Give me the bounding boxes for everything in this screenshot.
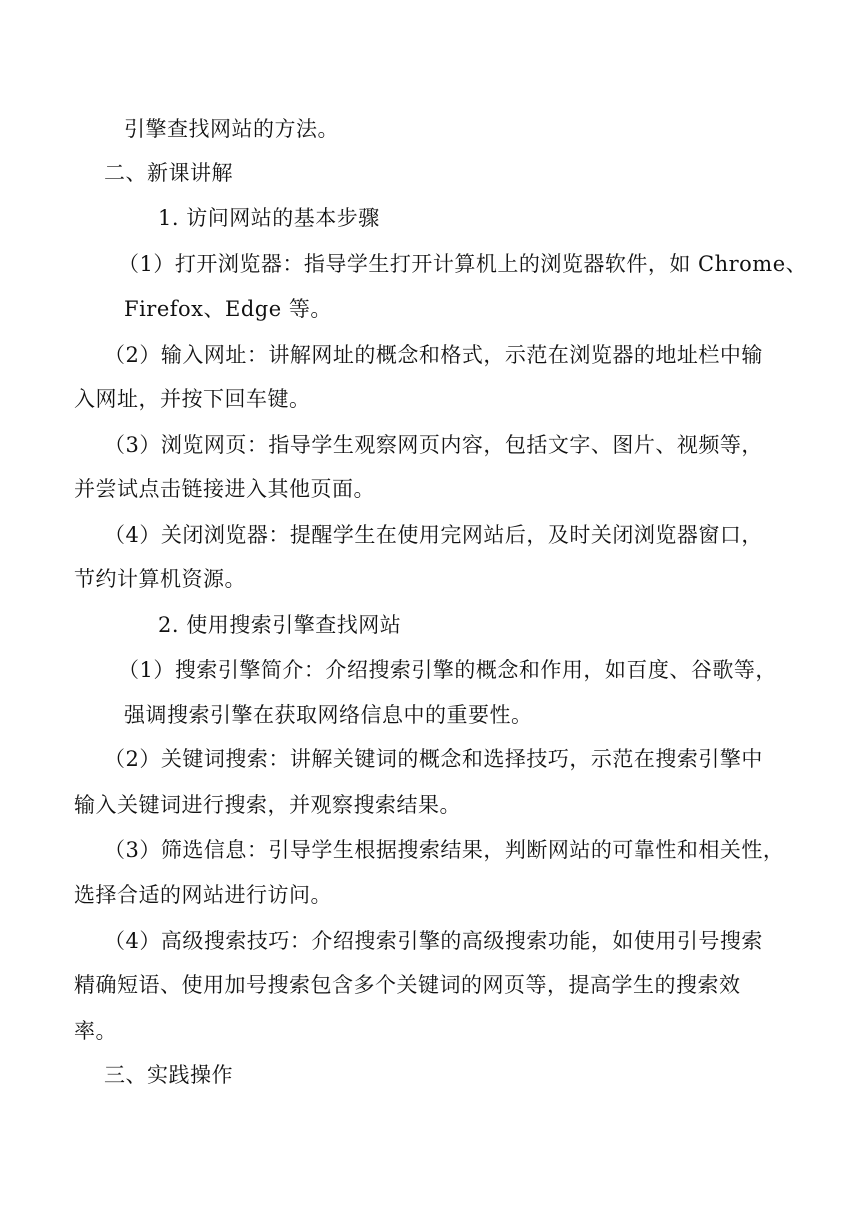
text-line: 选择合适的网站进行访问。 [74, 883, 332, 907]
text-line: 精确短语、使用加号搜索包含多个关键词的网页等，提高学生的搜索效 [74, 973, 741, 997]
subsection-heading: 2. 使用搜索引擎查找网站 [158, 613, 402, 637]
text-line: （3）筛选信息：引导学生根据搜索结果，判断网站的可靠性和相关性， [104, 838, 785, 862]
text-line: （2）关键词搜索：讲解关键词的概念和选择技巧，示范在搜索引擎中 [104, 747, 763, 771]
text-line: （4）关闭浏览器：提醒学生在使用完网站后，及时关闭浏览器窗口， [104, 523, 763, 547]
section-heading: 三、实践操作 [104, 1063, 233, 1087]
text-line: （3）浏览网页：指导学生观察网页内容，包括文字、图片、视频等， [104, 433, 763, 457]
text-line: 输入关键词进行搜索，并观察搜索结果。 [74, 793, 461, 817]
text-line: 强调搜索引擎在获取网络信息中的重要性。 [124, 703, 533, 727]
text-line: 率。 [74, 1019, 117, 1043]
subsection-heading: 1. 访问网站的基本步骤 [158, 206, 380, 230]
text-line: 并尝试点击链接进入其他页面。 [74, 477, 375, 501]
text-line: （1）搜索引擎简介：介绍搜索引擎的概念和作用，如百度、谷歌等， [118, 658, 777, 682]
text-line: （4）高级搜索技巧：介绍搜索引擎的高级搜索功能，如使用引号搜索 [104, 929, 763, 953]
section-heading: 二、新课讲解 [104, 161, 233, 185]
text-line: （2）输入网址：讲解网址的概念和格式，示范在浏览器的地址栏中输 [104, 343, 763, 367]
text-line: 入网址，并按下回车键。 [74, 387, 311, 411]
text-line: Firefox、Edge 等。 [124, 297, 332, 321]
text-line: 引擎查找网站的方法。 [124, 117, 339, 141]
text-line: （1）打开浏览器：指导学生打开计算机上的浏览器软件，如 Chrome、 [118, 252, 808, 276]
text-line: 节约计算机资源。 [74, 567, 246, 591]
